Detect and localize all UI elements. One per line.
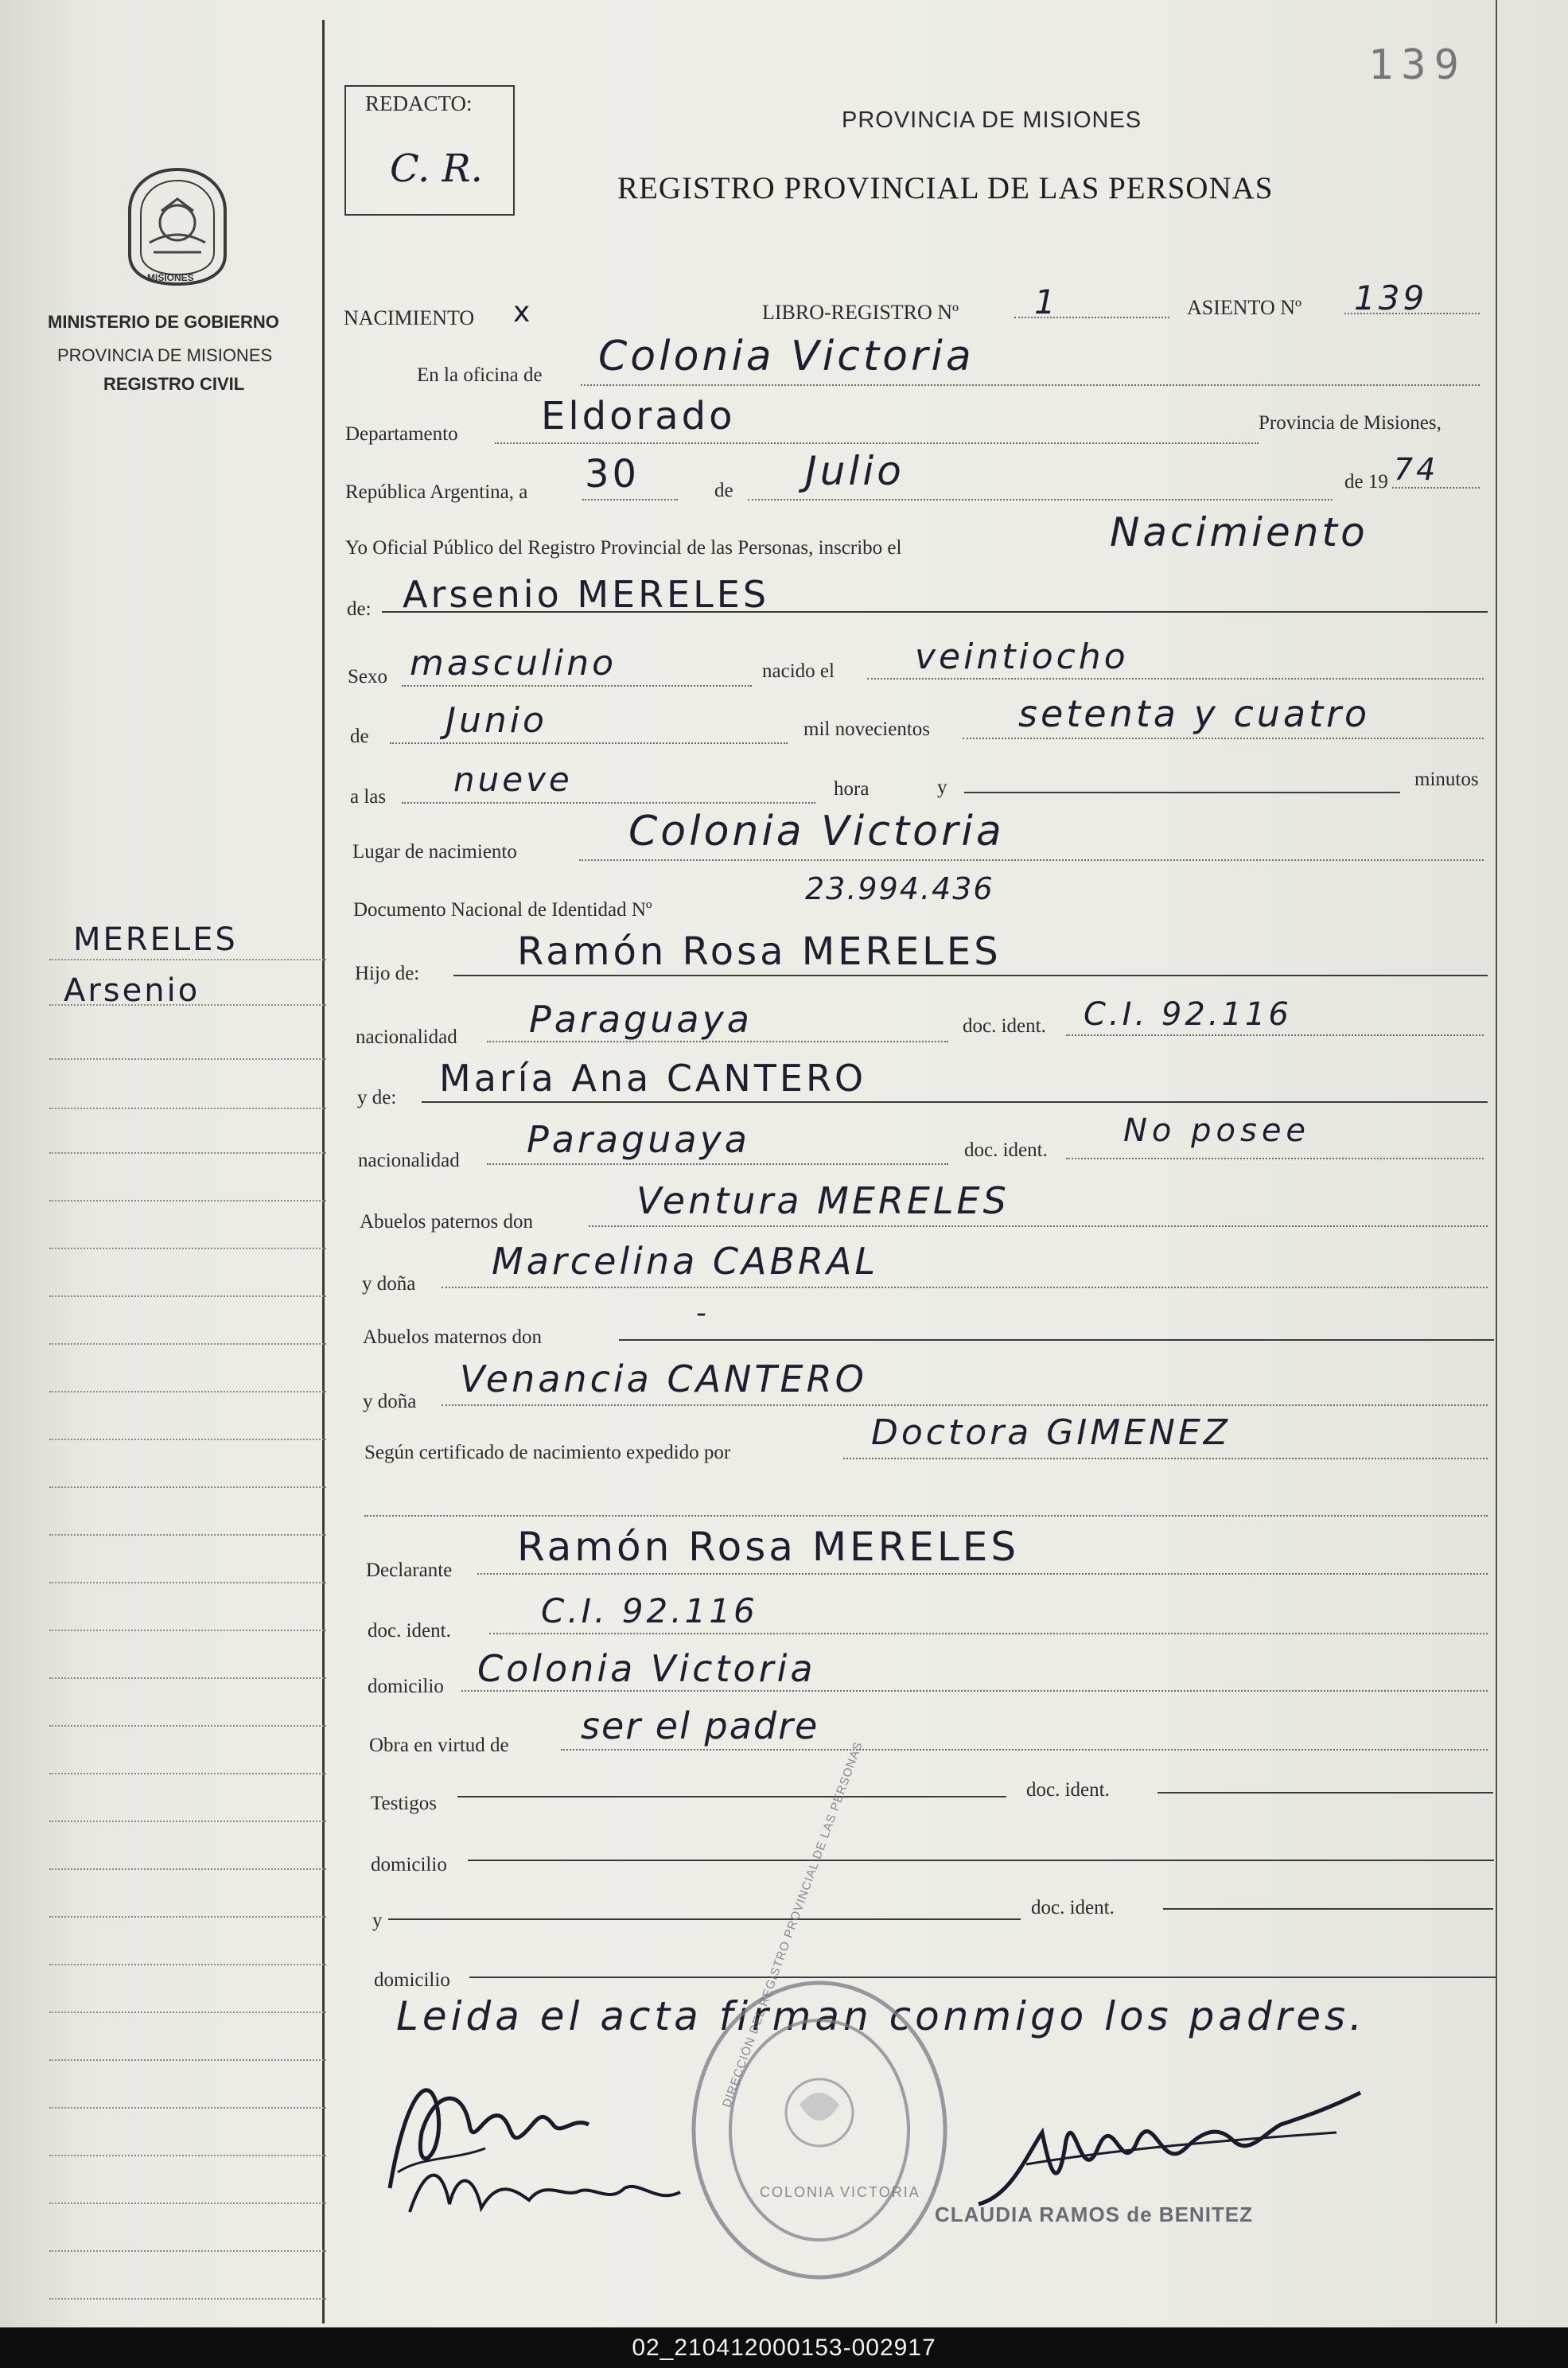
nac1-line (487, 1041, 948, 1042)
mes-value: Julio (805, 448, 905, 494)
margin-line (49, 1630, 326, 1631)
oficina-value: Colonia Victoria (598, 333, 975, 380)
ab-pat-dona-line (442, 1287, 1488, 1288)
declarante-value: Ramón Rosa MERELES (517, 1524, 1020, 1570)
margin-line (49, 1773, 326, 1774)
margin-line (49, 1916, 326, 1918)
margin-line (49, 2059, 326, 2061)
libro-label: LIBRO-REGISTRO Nº (762, 301, 959, 324)
departamento-label: Departamento (345, 423, 458, 445)
testigos-line (457, 1796, 1006, 1797)
decl-doc-value: C.I. 92.116 (541, 1591, 758, 1630)
decl-doc-line (489, 1633, 1488, 1634)
doc2-value: No posee (1123, 1112, 1311, 1149)
hora-label: hora (834, 778, 870, 800)
dni-value: 23.994.436 (805, 871, 994, 906)
margin-line (49, 2202, 326, 2204)
lugar-value: Colonia Victoria (628, 808, 1005, 855)
signature-father-text (430, 2093, 514, 2112)
margin-line (49, 1058, 326, 1060)
ab-pat-value: Ventura MERELES (636, 1179, 1010, 1222)
margin-note-surname: MERELES (73, 921, 238, 958)
declarante-line (477, 1573, 1488, 1575)
nac1-value: Paraguaya (529, 998, 753, 1041)
asiento-label: ASIENTO Nº (1187, 296, 1302, 319)
mes-nac-line (390, 742, 788, 744)
nac1-label: nacionalidad (356, 1026, 457, 1048)
ministry-line1: MINISTERIO DE GOBIERNO (48, 312, 279, 332)
libro-value: 1 (1034, 282, 1059, 321)
test-doc-label: doc. ident. (1026, 1779, 1110, 1801)
test2-line (388, 1918, 1021, 1920)
certificado-value: Doctora GIMENEZ (871, 1412, 1231, 1453)
nac2-label: nacionalidad (358, 1150, 460, 1171)
margin-line (49, 1725, 326, 1727)
ab-pat-line (589, 1225, 1488, 1227)
minutos-label: minutos (1414, 769, 1479, 790)
header-province: PROVINCIA DE MISIONES (842, 107, 1142, 133)
margin-line (49, 1821, 326, 1822)
ab-mat-dona-line (442, 1404, 1488, 1406)
ab-mat-value: - (696, 1297, 710, 1330)
declarante-label: Declarante (366, 1560, 453, 1581)
y-label: y (937, 777, 947, 798)
ab-mat-dona-value: Venancia CANTERO (460, 1357, 867, 1400)
right-border-line (1496, 0, 1497, 2323)
domicilio-label: domicilio (368, 1676, 444, 1697)
alas-label: a las (350, 786, 387, 808)
doc1-value: C.I. 92.116 (1084, 996, 1292, 1033)
lugar-label: Lugar de nacimiento (352, 841, 517, 863)
anio-line (1392, 487, 1480, 489)
dia-line (582, 499, 678, 500)
anio-nac-line (963, 738, 1484, 739)
nacido-value: veintiocho (915, 637, 1129, 677)
anio-nac-value: setenta y cuatro (1018, 692, 1371, 735)
margin-line (49, 2298, 326, 2300)
doc1-line (1066, 1034, 1484, 1036)
asiento-value: 139 (1354, 278, 1428, 317)
stamp-ring-text: DIRECCIÓN DEL REGISTRO PROVINCIAL DE LAS PERSONAS (720, 1739, 866, 2109)
margin-line (49, 1248, 326, 1249)
doc2-line (1066, 1158, 1484, 1159)
ministry-line3: REGISTRO CIVIL (103, 374, 245, 394)
header-registry: REGISTRO PROVINCIAL DE LAS PERSONAS (617, 171, 1274, 205)
margin-line (49, 959, 326, 960)
margin-line (49, 1004, 326, 1006)
margin-line (49, 1391, 326, 1392)
redacto-initials: C. R. (390, 146, 483, 191)
ministry-line2: PROVINCIA DE MISIONES (57, 345, 273, 365)
redacto-box (344, 85, 515, 216)
hora-line (402, 802, 815, 804)
nac2-value: Paraguaya (527, 1118, 750, 1161)
test-doc-line (1158, 1792, 1493, 1794)
test-dom2-label: domicilio (374, 1969, 450, 1991)
decl-doc-label: doc. ident. (368, 1620, 451, 1642)
sexo-label: Sexo (348, 666, 387, 687)
domicilio-value: Colonia Victoria (477, 1647, 816, 1690)
margin-line (49, 1868, 326, 1870)
stamp-center-text: COLONIA VICTORIA (760, 2184, 920, 2200)
margin-line (49, 1343, 326, 1345)
official-name-stamp: CLAUDIA RAMOS de BENITEZ (935, 2202, 1254, 2226)
anio-value: 74 (1394, 452, 1439, 487)
madre-value: María Ana CANTERO (439, 1057, 867, 1100)
departamento-line (495, 442, 1259, 444)
test-dom-label: domicilio (371, 1854, 447, 1875)
seal-bottom-text: MISIONES (147, 272, 194, 283)
margin-line (49, 1439, 326, 1440)
test-dom2-line (469, 1977, 1496, 1978)
de2-label: de (350, 726, 369, 747)
left-binding-line (322, 20, 325, 2323)
inscribo-value: Nacimiento (1110, 509, 1368, 555)
ydona2-label: y doña (363, 1391, 417, 1412)
nacimiento-label: NACIMIENTO (344, 306, 475, 329)
nacido-line (867, 678, 1484, 680)
certificado-label: Según certificado de nacimiento expedido por (364, 1442, 731, 1463)
margin-line (49, 1582, 326, 1583)
margin-line (49, 1295, 326, 1297)
y2-label: y (372, 1910, 383, 1931)
margin-line (49, 2107, 326, 2109)
certificado-line (843, 1458, 1488, 1459)
ydona1-label: y doña (362, 1273, 416, 1295)
margin-line (49, 1152, 326, 1154)
ab-pat-label: Abuelos paternos don (360, 1211, 534, 1233)
hijo-label: Hijo de: (355, 963, 420, 984)
anio-prefix: de 19 (1344, 471, 1388, 493)
oficial-label: Yo Oficial Público del Registro Provincial de las Personas, inscribo el (345, 537, 902, 559)
nombre-value: Arsenio MERELES (403, 573, 770, 616)
republica-label: República Argentina, a (345, 481, 528, 503)
closing-text: Leida el acta firman conmigo los padres. (396, 1993, 1366, 2039)
margin-line (49, 1108, 326, 1109)
signature-mother-text (445, 2180, 594, 2199)
nacido-label: nacido el (762, 660, 835, 682)
certificado-line-2 (364, 1515, 1488, 1517)
domicilio-line (461, 1690, 1488, 1692)
footer-id: 02_210412000153-002917 (0, 2327, 1568, 2368)
padre-value: Ramón Rosa MERELES (517, 929, 1002, 974)
redacto-label: REDACTO: (365, 92, 473, 115)
province-seal-icon (118, 163, 237, 290)
ab-pat-dona-value: Marcelina CABRAL (492, 1240, 879, 1283)
obra-line (561, 1749, 1488, 1751)
mes-de-label: de (714, 480, 733, 501)
provincia-label: Provincia de Misiones, (1259, 412, 1442, 434)
padre-line (453, 975, 1488, 976)
obra-label: Obra en virtud de (369, 1735, 509, 1756)
nombre-line (382, 611, 1488, 613)
mes-nac-value: Junio (445, 700, 547, 741)
test-doc2-line (1163, 1908, 1493, 1910)
dni-label: Documento Nacional de Identidad Nº (353, 899, 652, 921)
mes-line (748, 499, 1333, 500)
nacimiento-mark: x (513, 296, 534, 329)
margin-line (49, 1677, 326, 1679)
margin-line (49, 2155, 326, 2156)
lugar-line (579, 859, 1484, 861)
margin-line (49, 2012, 326, 2013)
ab-mat-line (619, 1339, 1494, 1341)
hora-value: nueve (453, 760, 573, 799)
margin-line (49, 1964, 326, 1965)
official-stamp-icon (688, 1977, 951, 2284)
minutos-line (964, 792, 1400, 793)
sexo-line (402, 685, 752, 687)
oficina-label: En la oficina de (417, 364, 543, 386)
de-name-label: de: (347, 598, 372, 620)
oficina-line (581, 384, 1480, 386)
testigos-label: Testigos (371, 1793, 437, 1814)
doc1-label: doc. ident. (963, 1015, 1046, 1037)
margin-line (49, 1534, 326, 1536)
libro-line (1014, 317, 1169, 318)
doc2-label: doc. ident. (964, 1139, 1048, 1161)
madre-line (422, 1101, 1488, 1103)
margin-note-name: Arsenio (64, 972, 200, 1009)
margin-line (49, 2250, 326, 2252)
sexo-value: masculino (410, 643, 617, 684)
margin-line (49, 1486, 326, 1488)
mil-label: mil novecientos (803, 719, 930, 740)
obra-value: ser el padre (581, 1704, 819, 1747)
asiento-line (1344, 313, 1480, 314)
dia-value: 30 (585, 452, 640, 497)
page-number: 139 (1368, 41, 1467, 89)
margin-line (49, 1200, 326, 1202)
departamento-value: Eldorado (541, 394, 736, 438)
test-doc2-label: doc. ident. (1031, 1897, 1115, 1918)
ab-mat-label: Abuelos maternos don (363, 1326, 542, 1348)
yde-label: y de: (357, 1087, 397, 1108)
test-dom-line (468, 1860, 1494, 1861)
nac2-line (487, 1163, 948, 1165)
